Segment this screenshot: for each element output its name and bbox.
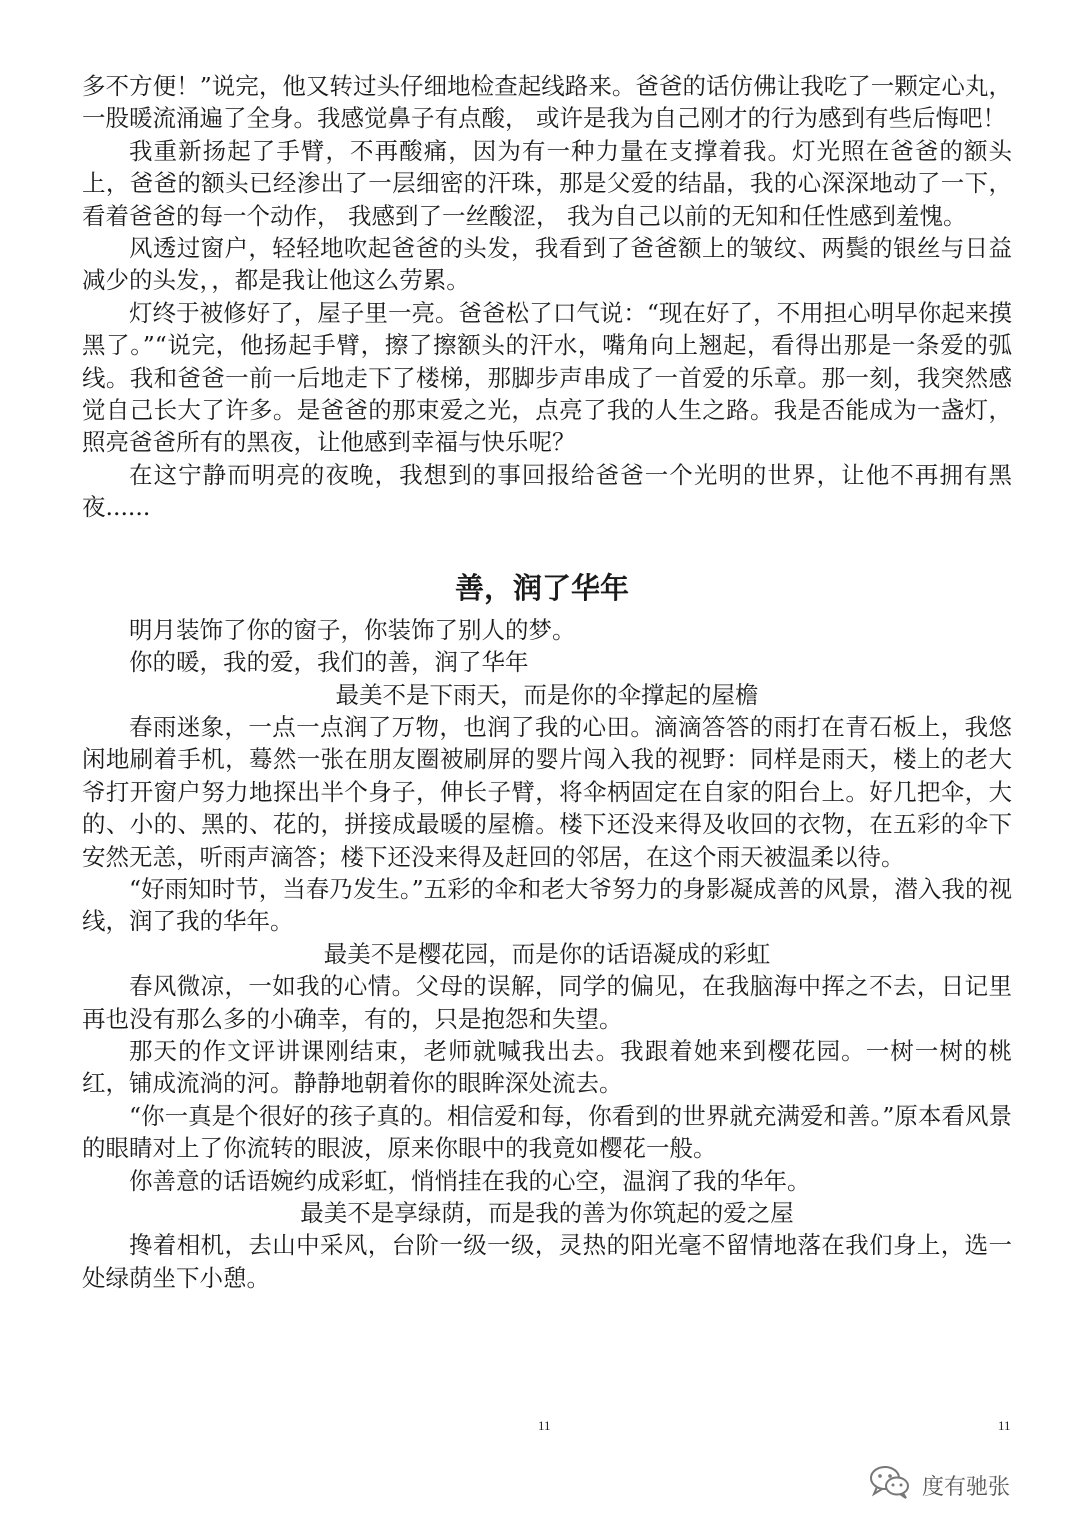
paragraph: 风透过窗户，轻轻地吹起爸爸的头发，我看到了爸爸额上的皱纹、两鬓的银丝与日益减少的头发，，都是我让他这么劳累。 <box>82 234 1012 295</box>
watermark <box>868 1460 1010 1510</box>
wechat-icon <box>868 1464 912 1506</box>
paragraph: 灯终于被修好了，屋子里一亮。爸爸松了口气说：“现在好了，不用担心明早你起来摸黑了。”“说完，他扬起手臂，擦了擦额头的汗水，嘴角向上翘起，看得出那是一条爱的弧线。我和爸爸一前一后地走下了楼梯，那脚步声串成了一首爱的乐章。那一刻，我突然感觉自己长大了许多。是爸爸的那束爱之光，点亮了我的人生之路。我是否能成为一盏灯，照亮爸爸所有的黑夜，让他感到幸福与快乐呢？ <box>82 298 1012 457</box>
paragraph: 你的暖，我的爱，我们的善，润了华年 <box>129 648 529 677</box>
paragraph: 在这宁静而明亮的夜晚，我想到的事回报给爸爸一个光明的世界，让他不再拥有黑夜...... <box>82 460 1012 522</box>
paragraph: 明月装饰了你的窗子，你装饰了别人的梦。 <box>129 615 576 644</box>
paragraph: 那天的作文评讲课刚结束，老师就喊我出去。我跟着她来到樱花园。一树一树的桃红，铺成流淌的河。静静地朝着你的眼眸深处流去。 <box>82 1036 1012 1098</box>
page-number: 11 <box>998 1418 1011 1433</box>
paragraph: 我重新扬起了手臂，不再酸痛，因为有一种力量在支撑着我。灯光照在爸爸的额头上，爸爸的额头已经渗出了一层细密的汗珠，那是父爱的结晶，我的心深深地动了一下，看着爸爸的每一个动作， 我感到了一丝酸涩， 我为自己以前的无知和任性感到羞愧。 <box>82 136 1012 230</box>
section-subheading: 最美不是樱花园，而是你的话语凝成的彩虹 <box>323 939 771 968</box>
body-text <box>82 70 1012 1294</box>
paragraph: “你一真是个很好的孩子真的。相信爱和每，你看到的世界就充满爱和善。”原本看风景的眼睛对上了你流转的眼波，原来你眼中的我竟如樱花一般。 <box>82 1101 1012 1163</box>
paragraph: “好雨知时节，当春乃发生。”五彩的伞和老大爷努力的身影凝成善的风景，潜入我的视线，润了我的华年。 <box>82 874 1012 936</box>
paragraph: 搀着相机，去山中采风，台阶一级一级，灵热的阳光毫不留情地落在我们身上，选一处绿荫坐下小憩。 <box>82 1231 1012 1292</box>
paragraph: 你善意的话语婉约成彩虹，悄悄挂在我的心空，温润了我的华年。 <box>129 1166 811 1195</box>
essay-title: 善，润了华年 <box>454 570 629 605</box>
page-number: 11 <box>538 1418 551 1433</box>
section-subheading: 最美不是下雨天，而是你的伞撑起的屋檐 <box>335 680 759 709</box>
paragraph: 春风微凉，一如我的心情。父母的误解，同学的偏见，在我脑海中挥之不去，日记里再也没有那么多的小确幸，有的，只是抱怨和失望。 <box>82 972 1012 1033</box>
section-subheading: 最美不是享绿荫，而是我的善为你筑起的爱之屋 <box>300 1199 794 1227</box>
paragraph: 春雨迷象，一点一点润了万物，也润了我的心田。滴滴答答的雨打在青石板上，我悠闲地刷着手机，蓦然一张在朋友圈被刷屏的婴片闯入我的视野：同样是雨天，楼上的老大爷打开窗户努力地探出半个身子，伸长子臂，将伞柄固定在自家的阳台上。好几把伞，大的、小的、黑的、花的，拼接成最暖的屋檐。楼下还没来得及收回的衣物，在五彩的伞下安然无恙，听雨声滴答；楼下还没来得及赶回的邻居，在这个雨天被温柔以待。 <box>82 712 1012 871</box>
watermark-text: 度有驰张 <box>922 1474 1011 1500</box>
paragraph: 多不方便！”说完，他又转过头仔细地检查起线路来。爸爸的话仿佛让我吃了一颗定心丸， 一股暖流涌遍了全身。我感觉鼻子有点酸， 或许是我为自己刚才的行为感到有些后悔吧！ <box>82 72 1012 133</box>
section-gap <box>82 524 1012 568</box>
